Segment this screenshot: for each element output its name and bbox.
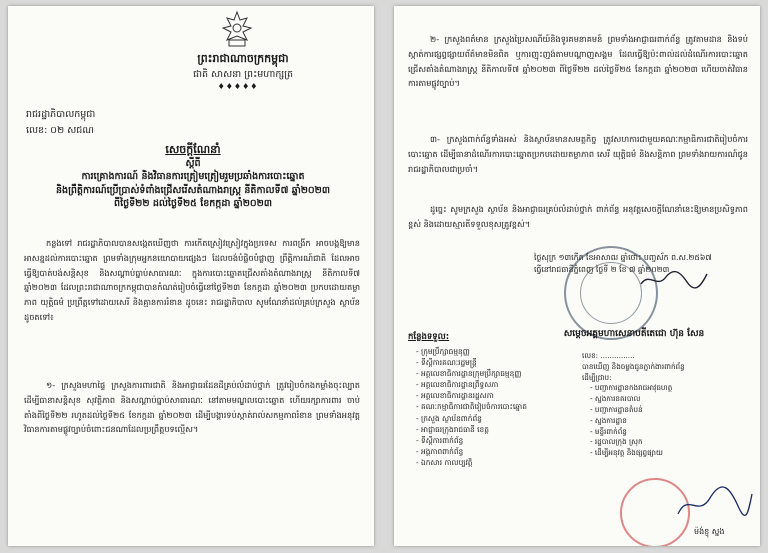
note-line: បានឃើញ និងចម្លងជូនភ្នាក់ងារពាក់ព័ន្ធ <box>582 361 685 371</box>
signature-icon <box>674 484 754 524</box>
title-line: ស្តីពី <box>185 157 201 169</box>
note-line: ដើម្បីជ្រាប: <box>582 372 612 382</box>
clause-3-paragraph: ៣- ក្រសួងពាក់ព័ន្ធទាំងអស់ និងស្ថាប័នមានសមត្ថកិច្ច ត្រូវសហការជាមួយគណៈកម្មាធិការជាតិរៀបចំការបោះឆ្នោត ដើម្បីធានាដំណើរការបោះឆ្នោតប្រកបដោយតម្លាភាព សេរី យុត្តិធម៌ និងសន្តិភាព ព្រមទាំងរាយការណ៍ជូនរាជរដ្ឋាភិបាលជាប្រចាំ។ <box>408 134 748 174</box>
list-item: - អាជ្ញាធរក្រុងរាជធានី ខេត្ត <box>416 424 566 435</box>
list-item: - ឯកសារ កាលប្បវត្តិ <box>416 457 566 468</box>
second-signer: ម៉ង់ខ្ញុ ស្នង <box>694 527 725 536</box>
note-item: - បញ្ជាការដ្ឋានកងរាជអាវុធហត្ថ <box>582 383 750 394</box>
ornament-divider: ♦♦♦♦♦ <box>217 82 259 91</box>
note-item: - ស្នងការនគរបាល <box>582 394 750 405</box>
note-reference: លេខ: ............... <box>582 351 635 360</box>
recipients-heading: កន្លែងទទួល: <box>408 332 450 342</box>
list-item: - ក្រសួង ស្ថាប័នពាក់ព័ន្ធ <box>416 413 566 424</box>
list-item: - អង្គភាពពាក់ព័ន្ធ <box>416 446 566 457</box>
document-page-right <box>394 6 760 546</box>
note-item: - មន្ទីរពាក់ព័ន្ធ <box>582 427 750 438</box>
clause-1-paragraph: ១- ក្រសួងមហាផ្ទៃ ក្រសួងការពារជាតិ និងអាជ្ញាធរដែនដីគ្រប់លំដាប់ថ្នាក់ ត្រូវរៀបចំកងកម្លាំងចុះល្បាត ដើម្បីធានាសន្តិសុខ សុវត្ថិភាព និងសណ្តាប់ធ្នាប់សាធារណៈ នៅតាមមណ្ឌលបោះឆ្នោត ហើយរក្សាការពារ ចាប់តាំងពីថ្ងៃទី២២ រហូតដល់ថ្ងៃទី២៥ ខែកក្កដា ឆ្នាំ២០២៣ ដើម្បីបង្ការទប់ស្កាត់រាល់សកម្មភាពរំខាន ព្រមទាំងអនុវត្តវិធានការតាមផ្លូវច្បាប់ចំពោះជនណាដែលប្រព្រឹត្តបទល្មើស។ <box>24 380 360 435</box>
forwarding-note <box>582 351 750 459</box>
document-page-left <box>8 6 374 546</box>
issuer-name: រាជរដ្ឋាភិបាលកម្ពុជា <box>26 109 96 120</box>
list-item: - ក្រុមប្រឹក្សាធម្មនុញ្ញ <box>416 346 566 357</box>
list-item: - ទីស្តីការពាក់ព័ន្ធ <box>416 435 566 446</box>
recipients-list <box>416 346 566 468</box>
list-item: - ទីស្តីការគណៈរដ្ឋមន្ត្រី <box>416 357 566 368</box>
title-line: សេចក្តីណែនាំ <box>165 143 221 156</box>
intro-paragraph: កន្លងទៅ រាជរដ្ឋាភិបាលបានសង្កេតឃើញថា ការកើតស្រៀវស្រៀវក្នុងប្រទេស ការពង្រីក អាចបង្កឱ្យមានអាសន្នដល់ការបោះឆ្នោត ព្រមទាំងក្រុមអ្នកនយោបាយផ្សេងៗ ដែលចង់បំផ្លិចបំផ្លាញ ព្រឹត្តិការណ៍ជាតិ ដែលអាចធ្វើឱ្យបាត់បង់សន្តិសុខ និងសណ្តាប់ធ្នាប់សាធារណៈ ក្នុងការបោះឆ្នោតជ្រើសតាំងតំណាងរាស្ត្រ នីតិកាលទី៧ ឆ្នាំ២០២៣ ដែលព្រះរាជាណាចក្រកម្ពុជាបានកំណត់រៀបចំធ្វើនៅថ្ងៃទី២៣ ខែកក្កដា ឆ្នាំ២០២៣ ប្រកបដោយតម្លាភាព យុត្តិធម៌ ប្រព្រឹត្តទៅដោយសេរី និងគ្មានការរំខាន ដូចនេះ រាជរដ្ឋាភិបាល សូមណែនាំដល់គ្រប់ក្រសួង ស្ថាប័ន ដូចតទៅ៖ <box>24 238 360 322</box>
signer-name: សម្តេចអគ្គមហាសេនាបតីតេជោ ហ៊ុន សែន <box>563 329 705 339</box>
note-item: - ស្នងការដ្ឋាន <box>582 416 750 427</box>
issue-date: ធ្វើនៅរាជធានីភ្នំពេញ ថ្ងៃទី ២ ខែ ៧ ឆ្នាំ២០២៣ <box>534 264 670 274</box>
list-item: - អគ្គលេខាធិការដ្ឋានរដ្ឋសភា <box>416 390 566 401</box>
list-item: - គណៈកម្មាធិការជាតិរៀបចំការបោះឆ្នោត <box>416 401 566 412</box>
list-item: - អគ្គលេខាធិការដ្ឋានព្រឹទ្ធសភា <box>416 379 566 390</box>
title-line: ពីថ្ងៃទី២២ ដល់ថ្ងៃទី២៥ ខែកក្កដា ឆ្នាំ២០២៣ <box>114 198 272 209</box>
national-motto: ជាតិ សាសនា ព្រះមហាក្សត្រ <box>192 69 294 80</box>
note-item: - រដ្ឋបាលក្រុង ស្រុក <box>582 437 750 448</box>
note-item: - ដើម្បីអនុវត្ត និងផ្សព្វផ្សាយ <box>582 448 750 459</box>
document-title <box>38 143 348 211</box>
reference-number: លេខ: ០២ សជណ <box>26 125 94 136</box>
signature-icon <box>639 268 709 290</box>
lunar-date: ថ្ងៃសុក្រ ១៣កើត ខែអាសាឍ ឆ្នាំថោះ បញ្ចស័ក ព.ស.២៥៦៧ <box>534 253 712 262</box>
note-item: - បញ្ជាការដ្ឋានតំបន់ <box>582 405 750 416</box>
clause-2-paragraph: ២- ក្រសួងពត៌មាន ក្រសួងប្រៃសណីយ៍និងទូរគមនាគមន៍ ព្រមទាំងអាជ្ញាធរពាក់ព័ន្ធ ត្រូវតាមដាន និងទប់ស្កាត់ការផ្សព្វផ្សាយព័ត៌មានមិនពិត ឬការញុះញង់តាមបណ្តាញសង្គម ដែលធ្វើឱ្យប៉ះពាល់ដល់ដំណើរការបោះឆ្នោតជ្រើសតាំងតំណាងរាស្ត្រ នីតិកាលទី៧ ឆ្នាំ២០២៣ ពីថ្ងៃទី២២ ដល់ថ្ងៃទី២៥ ខែកក្កដា ឆ្នាំ២០២៣ ហើយចាត់វិធានការតាមផ្លូវច្បាប់។ <box>408 34 748 89</box>
title-line: និងព្រឹត្តិការណ៍ប្រើប្រាស់ទំពាំងជ្រើសរើសតំណាងរាស្ត្រ នីតិកាលទី៧ ឆ្នាំ២០២៣ <box>56 184 330 196</box>
royal-emblem-icon <box>213 10 261 50</box>
list-item: - អគ្គលេខាធិការដ្ឋានក្រុមប្រឹក្សាធម្មនុញ្ញ <box>416 368 566 379</box>
kingdom-heading: ព្រះរាជាណាចក្រកម្ពុជា <box>197 52 289 65</box>
title-line: ការគ្រោងការណ៍ និងវិធានការត្រៀមត្រៀមរួមប្រឆាំងការបោះឆ្នោត <box>81 171 305 182</box>
closing-paragraph: ដូច្នេះ សូមក្រសួង ស្ថាប័ន និងអាជ្ញាធរគ្រប់លំដាប់ថ្នាក់ ពាក់ព័ន្ធ អនុវត្តសេចក្តីណែនាំនេះឱ្យមានប្រសិទ្ធភាពខ្ពស់ និងដោយស្មារតីទទួលខុសត្រូវខ្ពស់។ <box>408 204 748 229</box>
